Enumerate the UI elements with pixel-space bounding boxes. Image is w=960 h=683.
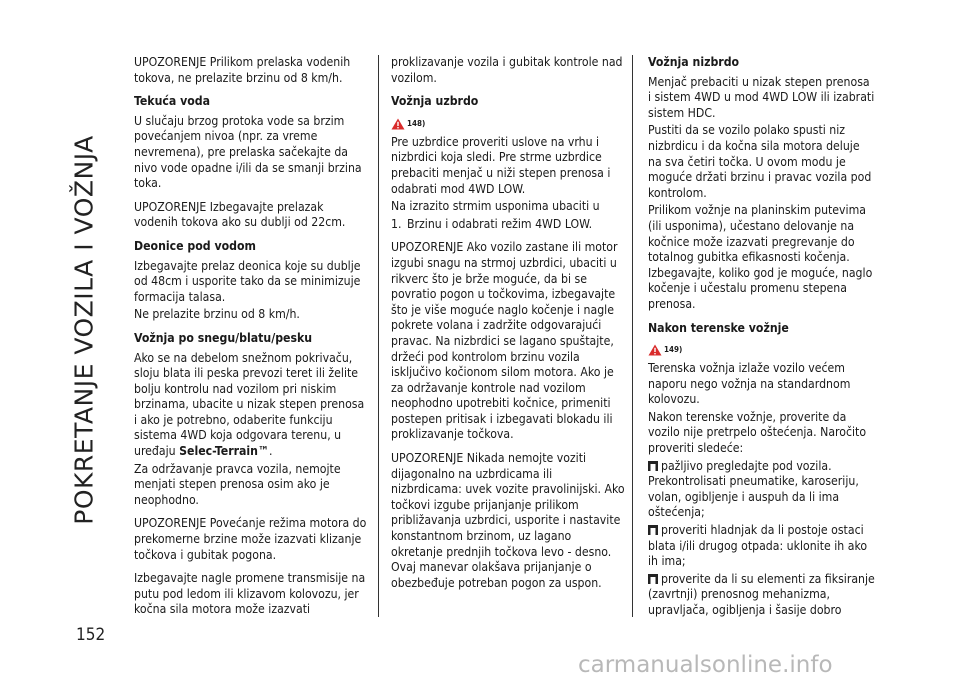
column-2	[391, 55, 625, 599]
bullet-text: proveriti hladnjak da li postoje ostaci blata i/ili drugog otpada: uklonite ih ako ih ima;	[648, 523, 868, 569]
heading-voznja-nizbrdo: Vožnja nizbrdo	[648, 55, 740, 69]
paragraph: Za održavanje pravca vozila, nemojte menjati stepen prenosa osim ako je neophodno.	[134, 461, 341, 507]
list-item	[391, 217, 625, 233]
bullet-item	[648, 459, 876, 521]
paragraph: Pustiti da se vozilo polako spusti niz nizbrdicu i da kočna sila motora deluje na sva četiri točka. U ovom modu je moguće držati brzinu i pravac vozila pod kontrolom.	[648, 123, 872, 200]
paragraph: UPOZORENJE Prilikom prelaska vodenih tokova, ne prelazite brzinu od 8 km/h.	[134, 55, 351, 85]
bullet-icon	[648, 525, 658, 535]
paragraph: Pre uzbrdice proveriti uslove na vrhu i nizbrdici koja sledi. Pre strme uzbrdice prebaciti menjač u niži stepen prenosa i odabrati mod 4WD LOW.	[391, 134, 611, 196]
selec-terrain-label: Selec-Terrain™	[179, 444, 269, 459]
warning-ref-number: 149)	[664, 345, 683, 355]
paragraph: Prilikom vožnje na planinskim putevima (ili usponima), učestano delovanje na kočnice može izazvati pregrevanje do totalnog gubitka efikasnosti kočenja. Izbegavajte, koliko god je moguće, naglo kočenje i učestalu promenu stepena prenosa.	[648, 203, 873, 311]
warning-triangle-icon	[648, 344, 662, 356]
heading-nakon-terenske-voznje: Nakon terenske vožnje	[648, 320, 789, 335]
paragraph: U slučaju brzog protoka vode sa brzim povećanjem nivoa (npr. za vreme nevremena), pre prelaska sačekajte da nivo vode opadne i/ili da se smanji brzina toka.	[134, 113, 362, 191]
column-divider	[632, 55, 633, 617]
paragraph: UPOZORENJE Nikada nemojte voziti dijagonalno na uzbrdicama ili nizbrdicama: uvek vozite pravolinijski. Ako točkovi izgube prijanjanje prilikom približavanja uzbrdici, usporite i nastavite konstantnom brzinom, uz lagano okretanje prednjih točkova levo - desno. Ovaj manevar olakšava prijanjanje o obezbeđuje potreban pogon za uspon.	[391, 451, 625, 590]
paragraph: Ne prelazite brzinu od 8 km/h.	[134, 307, 300, 322]
warning-reference	[391, 116, 425, 132]
list-item-text: Brzinu i odabrati režim 4WD LOW.	[407, 216, 593, 231]
list-item-number: 1.	[391, 216, 402, 231]
heading-voznja-uzbrdo: Vožnja uzbrdo	[391, 94, 479, 109]
page-number: 152	[76, 625, 106, 645]
paragraph: Terenska vožnja izlaže vozilo većem naporu nego vožnja na standardnom kolovozu.	[648, 361, 851, 407]
bullet-icon	[648, 461, 658, 471]
column-1	[134, 55, 370, 626]
bullet-item	[648, 523, 876, 570]
paragraph: Menjač prebaciti u nizak stepen prenosa i sistem 4WD u mod 4WD LOW ili izabrati sistem HDC.	[648, 74, 875, 120]
paragraph: proklizavanje vozila i gubitak kontrole nad vozilom.	[391, 55, 623, 85]
paragraph: UPOZORENJE Povećanje režima motora do prekomerne brzine može izazvati klizanje točkova i gubitak pogona.	[134, 516, 367, 562]
chapter-side-title: POKRETANJE VOZILA I VOŽNJA	[69, 135, 99, 525]
warning-ref-number: 148)	[407, 118, 426, 128]
warning-reference	[648, 342, 682, 358]
column-divider	[378, 55, 379, 617]
warning-triangle-icon	[391, 118, 405, 130]
bullet-text: proverite da li su elementi za fiksiranje (zavrtnji) prenosnog mehanizma, upravljača, ogibljenja i šasije dobro	[648, 571, 875, 617]
paragraph: UPOZORENJE Ako vozilo zastane ili motor izgubi snagu na strmoj uzbrdici, ubaciti u rikverc što je brže moguće, da bi se povratio pogon u točkovima, izbegavajte što je više moguće naglo kočenje i nagle pokrete volana i zadržite odgovarajući pravac. Na nizbrdici se lagano spuštajte, držeći pod kontrolom brzinu vozila isključivo kočionom silom motora. Ako je za održavanje kontrole nad vozilom neophodno upotrebiti kočnice, primeniti postepen pritisak i izbegavati blokadu ili proklizavanje točkova.	[391, 240, 618, 442]
column-3	[648, 55, 876, 621]
paragraph-text: Ako se na debelom snežnom pokrivaču, sloju blata ili peska prevozi teret ili želite bolju kontrolu nad vozilom pri niskim brzinama, ubacite u nizak stepen prenosa i ako je potrebno, odaberite funkciju sistema 4WD koja odgovara terenu, u uređaju	[134, 350, 365, 459]
paragraph: Izbegavajte nagle promene transmisije na putu pod ledom ili klizavom kolovozu, jer kočna sila motora može izazvati	[134, 571, 366, 617]
heading-deonice-pod-vodom: Deonice pod vodom	[134, 238, 256, 253]
heading-tekuca-voda: Tekuća voda	[134, 94, 211, 109]
paragraph: Izbegavajte prelaz deonica koje su dublje od 48cm i usporite tako da se minimizuje formacija talasa.	[134, 258, 361, 304]
bullet-icon	[648, 574, 658, 584]
paragraph-end: .	[268, 444, 273, 459]
paragraph: Na izrazito strmim usponima ubaciti u	[391, 199, 600, 214]
bullet-item	[648, 572, 876, 619]
watermark: carmanualsonline.info	[578, 652, 833, 678]
bullet-text: pažljivo pregledajte pod vozila. Prekontrolisati pneumatike, karoseriju, volan, ogibljenje i auspuh da li ima oštećenja;	[648, 458, 859, 520]
paragraph	[134, 351, 370, 460]
paragraph: Nakon terenske vožnje, proverite da vozilo nije pretrpelo oštećenja. Naročito proveriti sledeće:	[648, 409, 867, 456]
paragraph: UPOZORENJE Izbegavajte prelazak vodenih tokova ako su dublji od 22cm.	[134, 199, 346, 230]
heading-voznja-po-snegu: Vožnja po snegu/blatu/pesku	[134, 330, 313, 345]
